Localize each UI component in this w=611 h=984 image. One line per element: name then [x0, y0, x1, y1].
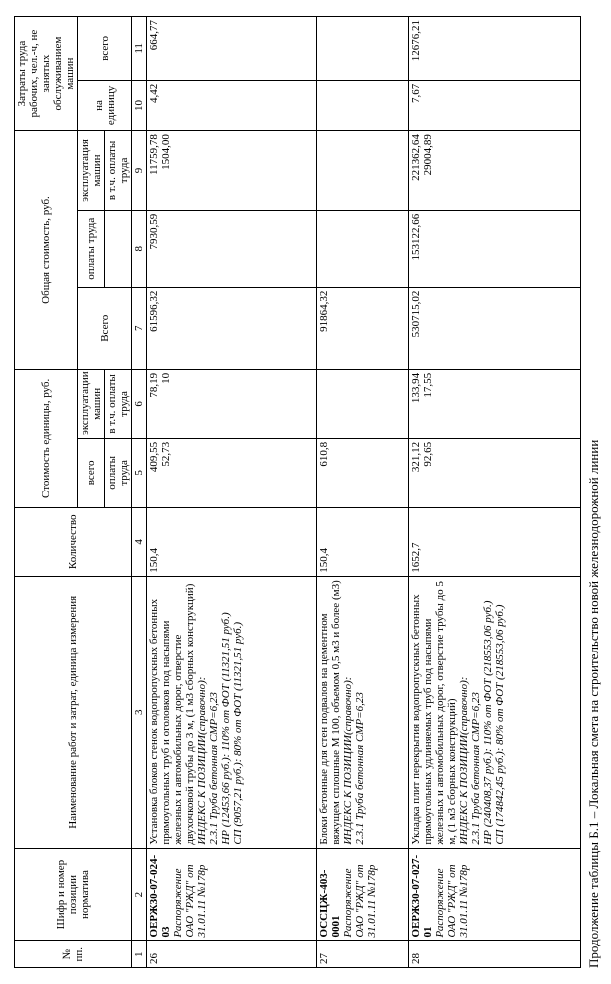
row-unit-wage: 52,73	[160, 441, 172, 467]
row-note: ИНДЕКС К ПОЗИЦИИ(справочно):	[196, 676, 208, 845]
row-desc-cell	[409, 576, 581, 848]
row-labor-unit: 4,42	[147, 80, 317, 130]
row-total-wage	[317, 210, 409, 287]
colnum: 5	[132, 438, 147, 507]
row-source: Распоряжение ОАО "РЖД" от 31.01.11 №178р	[434, 864, 470, 938]
row-labor-total	[317, 17, 409, 81]
row-code-cell	[147, 848, 317, 941]
row-labor-unit	[317, 80, 409, 130]
row-note: ИНДЕКС К ПОЗИЦИИ(справочно):	[342, 676, 354, 845]
header-labor-unit: на единицу	[78, 80, 132, 130]
table-row	[317, 17, 409, 968]
row-qty: 150,4	[147, 507, 317, 576]
row-unit-cost	[409, 438, 581, 507]
row-code-cell	[317, 848, 409, 941]
row-total-mach-wage: 29004,89	[422, 134, 434, 176]
row-total-mach-cell	[409, 131, 581, 211]
row-desc: Установка блоков стенок водопропускных бетонных прямоугольных труб и оголовков под насыпями железных и автомобильных дорог, отверстие двухочковой трубы до 3 м, (1 м3 сборных конструкций)	[148, 583, 196, 845]
header-total-mach: эксплуатация машин	[78, 131, 105, 211]
row-note: СП (174842,45 руб.): 80% от ФОТ (218553,06 руб.)	[494, 604, 506, 845]
header-labor-total: всего	[78, 17, 132, 81]
row-total-wage: 7930,59	[147, 210, 317, 287]
row-source: Распоряжение ОАО "РЖД" от 31.01.11 №178р	[172, 864, 208, 938]
row-unit-mach-cell	[147, 369, 317, 438]
row-no: 26	[147, 941, 317, 968]
row-desc-cell	[317, 576, 409, 848]
row-code: ОССЦЖ-403-0001	[318, 869, 342, 938]
row-total-mach: 11759,78	[148, 134, 160, 175]
row-note: 2.3.1 Труба бетонная СМР=6,23	[208, 692, 220, 845]
header-qty: Количество	[15, 507, 132, 576]
row-total-mach: 221362,64	[410, 134, 422, 181]
colnum: 7	[132, 287, 147, 369]
row-unit-mach-cell	[409, 369, 581, 438]
row-desc-cell	[147, 576, 317, 848]
row-no: 27	[317, 941, 409, 968]
colnum: 8	[132, 210, 147, 287]
colnum: 9	[132, 131, 147, 211]
row-note: НР (240408,37 руб.): 110% от ФОТ (218553,06 руб.)	[482, 600, 494, 845]
header-code: Шифр и номер позиции норматива	[15, 848, 132, 941]
row-total-mach-cell	[147, 131, 317, 211]
header-total-all: Всего	[78, 287, 132, 369]
colnum: 1	[132, 941, 147, 968]
row-total-wage: 153122,66	[409, 210, 581, 287]
row-note: 2.3.1 Труба бетонная СМР=6,23	[354, 692, 366, 845]
header-total-wage: оплаты труда	[78, 210, 105, 287]
row-qty: 150,4	[317, 507, 409, 576]
row-labor-unit: 7,67	[409, 80, 581, 130]
row-desc: Блоки бетонные для стен подвалов на цементном вяжущем сплошные М 100, объемом 0,5 м3 и более (м3)	[318, 580, 342, 845]
row-unit-mach: 78,19	[148, 372, 160, 398]
header-unit-mach: эксплуатации машин	[78, 369, 105, 438]
row-unit-total: 409,55	[148, 441, 160, 473]
table-row	[147, 17, 317, 968]
row-qty: 1652,7	[409, 507, 581, 576]
row-labor-total: 12676,21	[409, 17, 581, 81]
header-total-wage-blank	[105, 210, 132, 287]
table-row	[409, 17, 581, 968]
row-no: 28	[409, 941, 581, 968]
estimate-table	[14, 16, 581, 968]
row-total-all: 530715,02	[409, 287, 581, 369]
row-unit-wage: 92,65	[422, 441, 434, 467]
row-total-all: 91864,32	[317, 287, 409, 369]
colnum: 11	[132, 17, 147, 81]
row-code-cell	[409, 848, 581, 941]
table-caption: Продолжение таблицы Б.1 – Локальная смета на строительство новой железнодорожной линии	[586, 439, 601, 968]
row-unit-mach-wage: 10	[160, 372, 172, 384]
row-total-all: 61596,32	[147, 287, 317, 369]
row-note: 2.3.1 Труба бетонная СМР=6,23	[470, 692, 482, 845]
header-unit-cost: Стоимость единицы, руб.	[15, 369, 78, 507]
header-total-mach-wage: в т.ч. оплаты труда	[105, 131, 132, 211]
row-total-mach-wage: 1504,00	[160, 134, 172, 170]
row-unit-total: 321,12	[410, 441, 422, 473]
row-labor-total: 664,77	[147, 17, 317, 81]
colnum: 10	[132, 80, 147, 130]
row-code: ОЕРЖ30-07-027-01	[410, 854, 434, 938]
row-note: ИНДЕКС К ПОЗИЦИИ(справочно):	[458, 676, 470, 845]
row-unit-mach	[317, 369, 409, 438]
colnum: 6	[132, 369, 147, 438]
row-note: НР (12453,66 руб.): 110% от ФОТ (11321,51 руб.)	[220, 612, 232, 845]
row-source: Распоряжение ОАО "РЖД" от 31.01.11 №178р	[342, 864, 378, 938]
colnum: 4	[132, 507, 147, 576]
colnum: 3	[132, 576, 147, 848]
row-desc: Укладка плит перекрытия водопропускных бетонных прямоугольных удлиняемых труб под насыпями железных и автомобильных дорог, отверстие трубы до 5 м, (1 м3 сборных конструкций)	[410, 581, 458, 845]
row-unit-total: 610,8	[317, 438, 409, 507]
header-name: Наименование работ и затрат, единица измерения	[15, 576, 132, 848]
header-unit-mach-wage: в т.ч. оплаты труда	[105, 369, 132, 438]
row-unit-cost	[147, 438, 317, 507]
header-unit-total: всего	[78, 438, 105, 507]
header-labor: Затраты труда рабочих, чел.-ч, не занятых обслуживанием машин	[15, 17, 78, 131]
header-no: № пп.	[15, 941, 132, 968]
row-total-mach	[317, 131, 409, 211]
colnum: 2	[132, 848, 147, 941]
header-total-cost: Общая стоимость, руб.	[15, 131, 78, 370]
row-unit-mach: 133,94	[410, 372, 422, 404]
row-note: СП (9057,21 руб.): 80% от ФОТ (11321,51 руб.)	[232, 621, 244, 845]
row-code: ОЕРЖ30-07-024-03	[148, 854, 172, 938]
row-unit-mach-wage: 17,55	[422, 372, 434, 398]
header-unit-wage: оплаты труда	[105, 438, 132, 507]
